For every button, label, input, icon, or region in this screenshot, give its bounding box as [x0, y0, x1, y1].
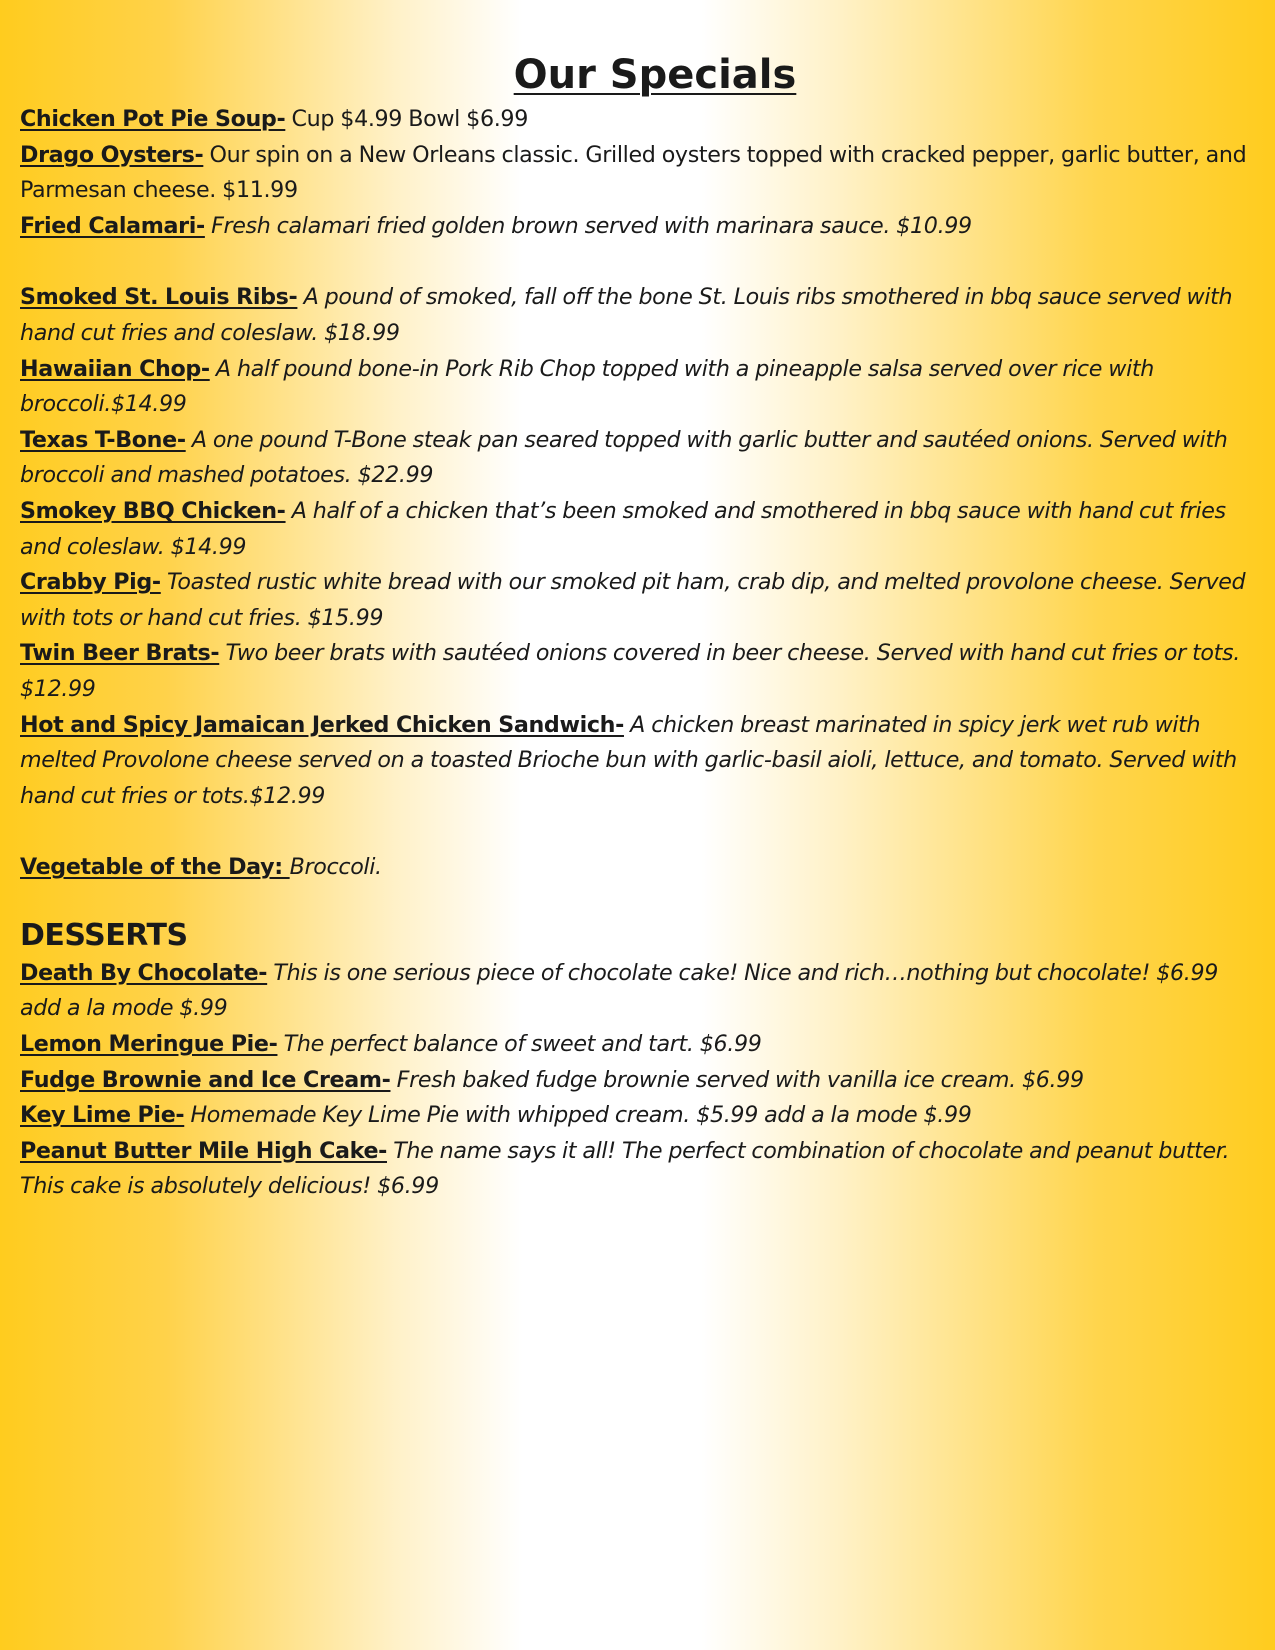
- list-item: [20, 1098, 1260, 1134]
- item-name: Texas T-Bone-: [20, 426, 186, 453]
- item-description: The name says it all! The perfect combination of chocolate and peanut butter. This cake is absolutely delicious! $6.99: [20, 1137, 1230, 1200]
- list-item: [20, 102, 1260, 138]
- item-description: The perfect balance of sweet and tart. $6.99: [277, 1031, 762, 1058]
- item-name: Twin Beer Brats-: [20, 640, 220, 667]
- item-name: Smokey BBQ Chicken-: [20, 497, 286, 524]
- list-item: [20, 956, 1260, 1027]
- item-description: Fresh calamari fried golden brown served with marinara sauce. $10.99: [204, 212, 972, 239]
- item-name: Lemon Meringue Pie-: [20, 1031, 278, 1058]
- list-item: [20, 708, 1260, 815]
- item-name: Crabby Pig-: [20, 569, 161, 596]
- vegetable-of-the-day: [20, 850, 1260, 886]
- item-name: Key Lime Pie-: [20, 1102, 185, 1129]
- item-name: Death By Chocolate-: [20, 959, 268, 986]
- item-name: Smoked St. Louis Ribs-: [20, 284, 298, 311]
- spacer: [20, 814, 1260, 850]
- entree-list: [20, 280, 1260, 814]
- spacer: [20, 886, 1260, 916]
- list-item: [20, 209, 1260, 245]
- item-description: Two beer brats with sautéed onions covered in beer cheese. Served with hand cut fries or tots. $12.99: [20, 640, 1240, 702]
- list-item: [20, 636, 1260, 707]
- item-description: Cup $4.99 Bowl $6.99: [285, 106, 528, 132]
- spacer: [20, 244, 1260, 280]
- item-description: Broccoli.: [289, 854, 382, 881]
- item-name: Hawaiian Chop-: [20, 355, 210, 382]
- item-description: Our spin on a New Orleans classic. Grilled oysters topped with cracked pepper, garlic butter, and Parmesan cheese. $11.99: [20, 141, 1247, 204]
- item-description: A half of a chicken that’s been smoked and smothered in bbq sauce with hand cut fries and coleslaw. $14.99: [20, 497, 1226, 560]
- appetizer-list: [20, 102, 1260, 244]
- list-item: [20, 280, 1260, 351]
- list-item: [20, 1063, 1260, 1099]
- item-description: This is one serious piece of chocolate cake! Nice and rich…nothing but chocolate! $6.99 add a la mode $.99: [20, 959, 1218, 1022]
- item-name: Drago Oysters-: [20, 141, 204, 168]
- item-description: Homemade Key Lime Pie with whipped cream. $5.99 add a la mode $.99: [184, 1102, 972, 1129]
- list-item: [20, 1027, 1260, 1063]
- item-name: Peanut Butter Mile High Cake-: [20, 1137, 387, 1164]
- item-name: Chicken Pot Pie Soup-: [20, 106, 286, 132]
- item-name: Hot and Spicy Jamaican Jerked Chicken Sandwich-: [20, 711, 624, 738]
- list-item: [20, 423, 1260, 494]
- item-name: Vegetable of the Day:: [20, 854, 290, 881]
- item-description: Fresh baked fudge brownie served with vanilla ice cream. $6.99: [390, 1066, 1084, 1093]
- dessert-list: [20, 956, 1260, 1205]
- item-description: A one pound T-Bone steak pan seared topped with garlic butter and sautéed onions. Served with broccoli and mashed potatoes. $22.99: [20, 426, 1228, 489]
- list-item: [20, 352, 1260, 423]
- item-description: A pound of smoked, fall off the bone St. Louis ribs smothered in bbq sauce served with hand cut fries and coleslaw. $18.99: [20, 284, 1233, 346]
- desserts-heading: DESSERTS: [20, 917, 188, 953]
- list-item: [20, 1134, 1260, 1205]
- item-name: Fried Calamari-: [20, 212, 205, 239]
- item-description: A half pound bone-in Pork Rib Chop topped with a pineapple salsa served over rice with broccoli.$14.99: [20, 355, 1154, 418]
- item-description: A chicken breast marinated in spicy jerk wet rub with melted Provolone cheese served on a toasted Brioche bun with garlic-basil aioli, lettuce, and tomato. Served with hand cut fries or tots.$12.99: [20, 711, 1237, 809]
- item-description: Toasted rustic white bread with our smoked pit ham, crab dip, and melted provolone cheese. Served with tots or hand cut fries. $15.99: [20, 569, 1246, 631]
- menu-page: [20, 48, 1260, 1205]
- item-name: Fudge Brownie and Ice Cream-: [20, 1066, 391, 1093]
- list-item: [20, 138, 1260, 209]
- list-item: [20, 494, 1260, 565]
- list-item: [20, 565, 1260, 636]
- page-title: Our Specials: [513, 52, 797, 98]
